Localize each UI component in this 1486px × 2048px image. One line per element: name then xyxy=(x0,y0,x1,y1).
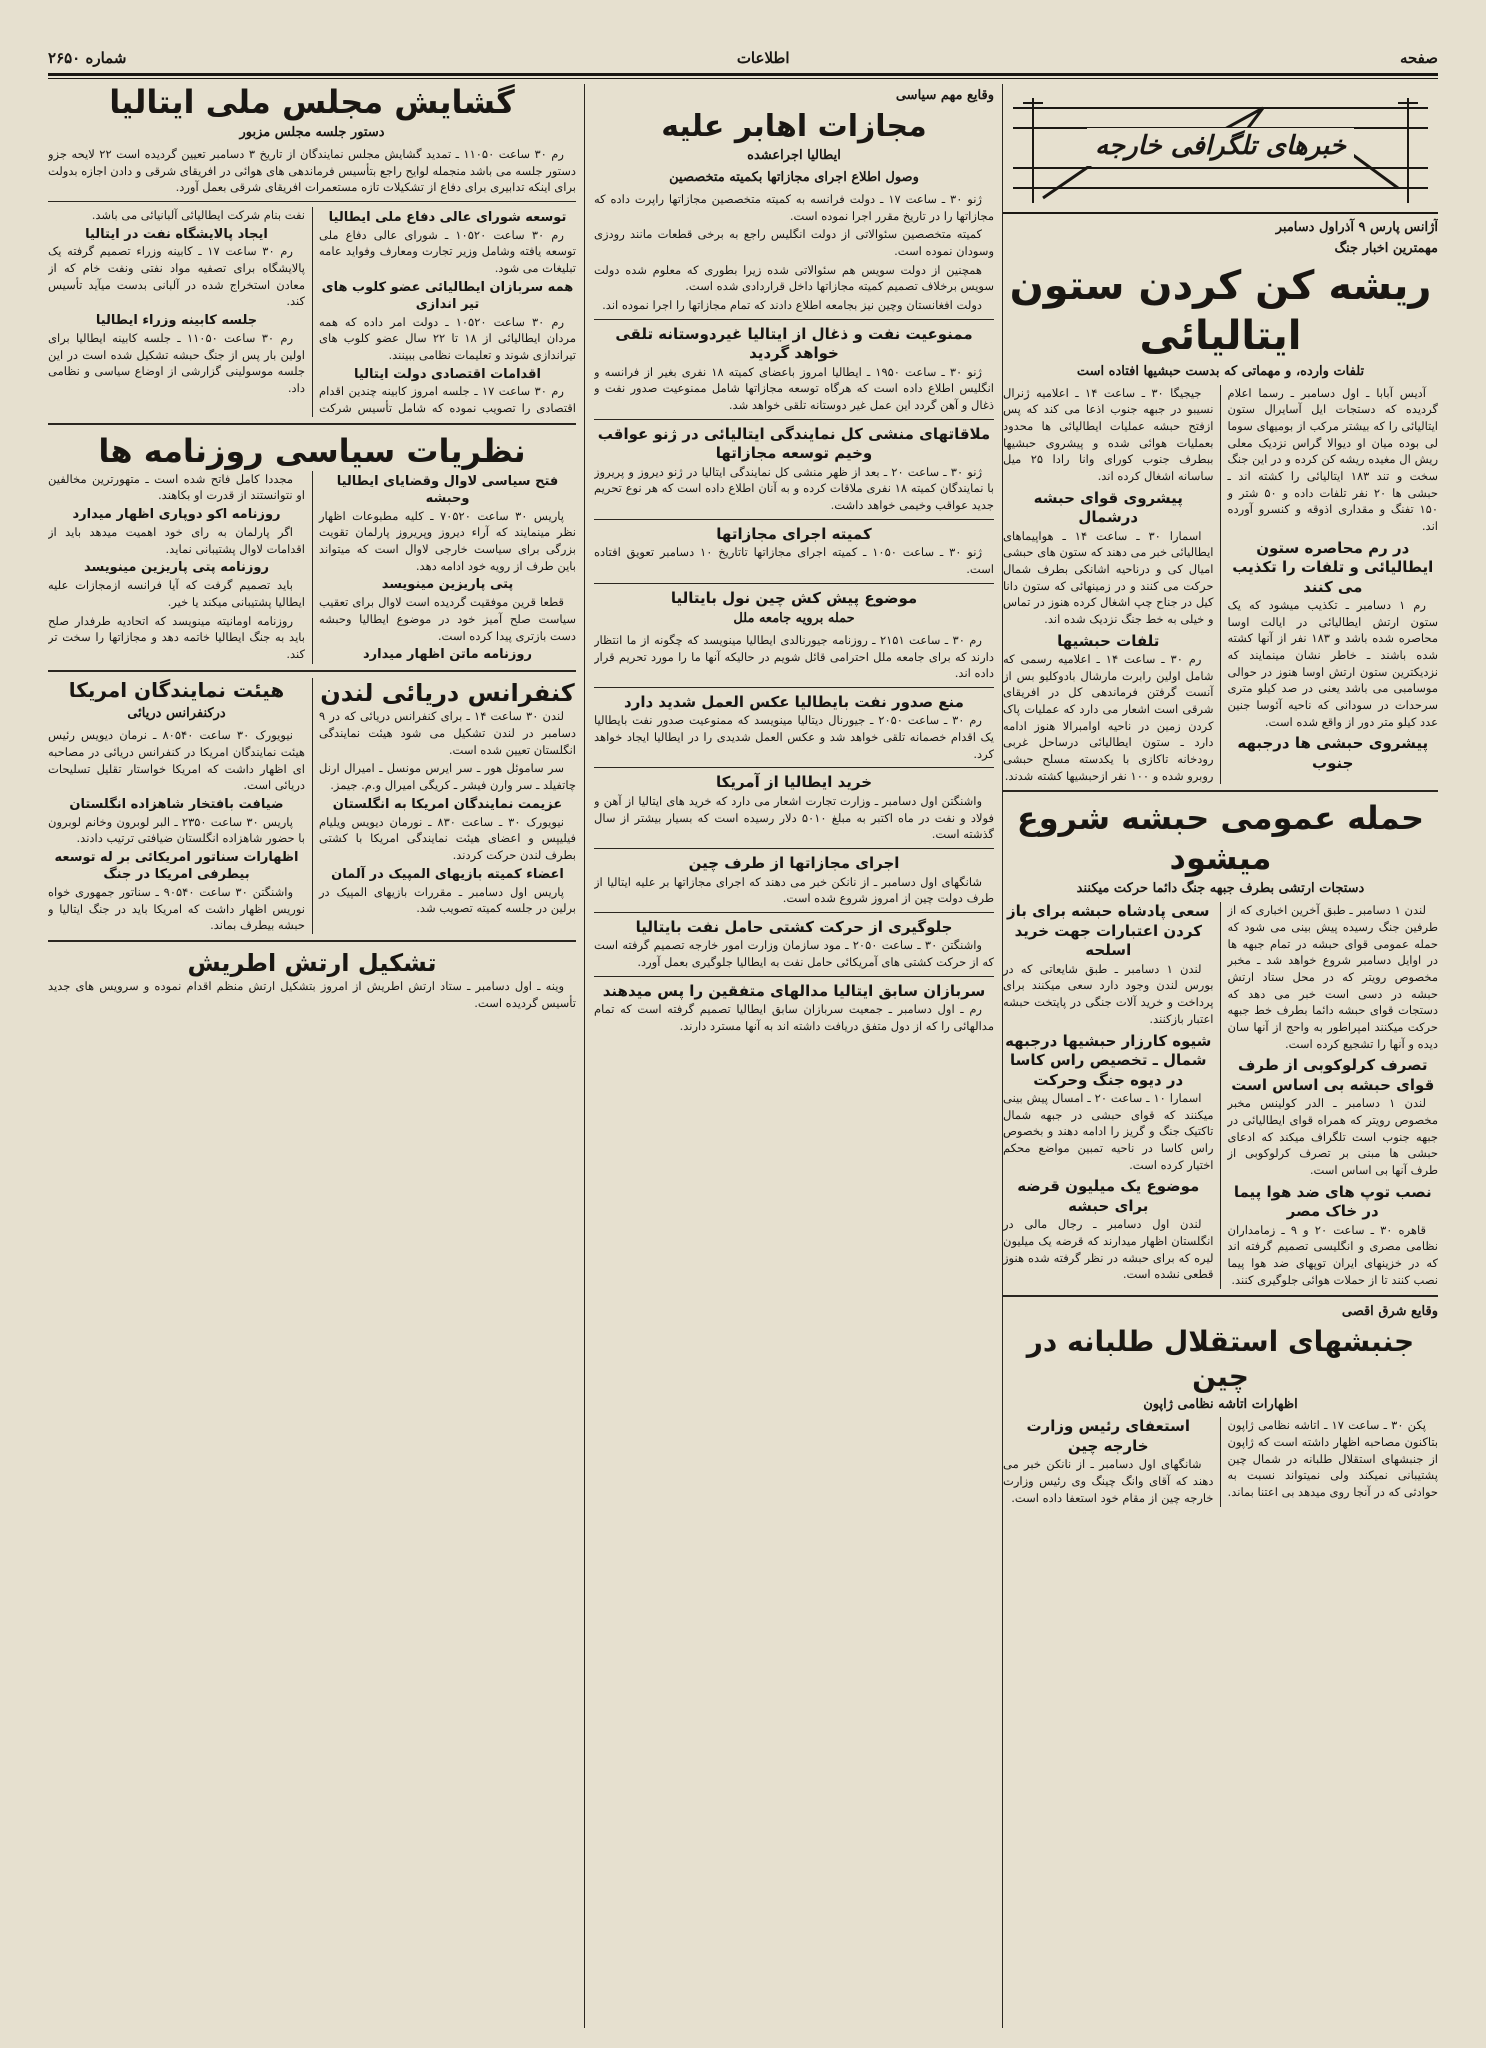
antiaircraft-text: قاهره ۳۰ ـ ساعت ۲۰ و ۹ ـ زمامداران نظامی مصری و انگلیسی تصمیم گرفته اند که در خزینهای ایران توپهای ضد هوا پیما نصب کنند تا از حملات هوائی جلوگیری کنند. xyxy=(1227,1222,1438,1287)
divider xyxy=(594,848,994,849)
committee-headline: کمیته اجرای مجازاتها xyxy=(716,524,872,543)
oil-reaction-text: رم ۳۰ ـ ساعت ۲۰۵۰ ـ جیورنال دیتالیا مینویسد که ممنوعیت صدور نفت بایطالیا یک اقدام خصمانه تلقی خواهد شد و عکس العمل شدیدی را در ایطالیا ایجاد خواهد کرد. xyxy=(594,713,994,761)
olympics-headline: اعضاء کمیته بازیهای المپیک در آلمان xyxy=(331,866,564,882)
sanctions-text-2: کمیته متخصصین سئوالاتی از دولت انگلیس راجع به برخی قطعات مانند رودزی وسودان نموده است. xyxy=(594,227,994,259)
refinery-headline: ایجاد پالایشگاه نفت در ایتالیا xyxy=(85,226,268,242)
divider xyxy=(594,319,994,320)
meetings-headline: ملاقاتهای منشی کل نمایندگی ایتالیائی در ژنو عواقب وخیم توسعه مجازاتها xyxy=(597,424,991,463)
foreign-telegrams-logo xyxy=(1003,82,1438,214)
economy-text: رم ۳۰ ساعت ۱۷ ـ جلسه امروز کابینه چندین اقدام اقتصادی را تصویب نموده که شامل تأسیس شرکت نفت بنام شرکت ایطالیائی آلبانیائی می باشد. xyxy=(91,207,576,416)
lead-paragraph: آدیس آبابا ـ اول دسامبر ـ رسما اعلام گردیده که دستجات ایل آسایرال ستون ایتالیائی را که بیشتر مرکب از بومیهای سوما لی بوده میان او دیوالا گراس نزدیک معلی ریش ال مغیده ریشه کن کرده و در این جنگ سخت و تند ۱۸۳ ایتالیائی را کشته اند ـ حبشی ها ۲۰ نفر تلفات داده و ۵۰ شتر و ۱۵۰ تفنگ و مقداری اذوقه و کنسرو آورده اند. xyxy=(1227,385,1438,533)
south-front-headline: پیشروی حبشی ها درجبهه جنوب xyxy=(1237,734,1429,772)
laval-text: پاریس ۳۰ ساعت ۷۰۵۲۰ ـ کلیه مطبوعات اظهار نظر مینمایند که آراء دیروز وپریروز پارلمان تقویت بزرگی برای سیاست خارجی لاوال است که میتواند باین طرف از رویه خود ادامه دهد. xyxy=(319,508,576,573)
echo-de-paris-headline: روزنامه اکو دوپاری اظهار میدارد xyxy=(72,507,281,523)
header-paper-name: اطلاعات xyxy=(736,49,790,67)
china-text: پکن ۳۰ ـ ساعت ۱۷ ـ اتاشه نظامی ژاپون بتاکنون مصاحبه اظهار داشته است که ژاپون از جنبشهای استقلال طلبانه در شمال چین پشتیبانی نمیکند ولی نمیتواند نسبت به حوادثی که در آنجا روی میدهد بی اعتنا بماند. xyxy=(1227,1418,1438,1500)
antiaircraft-headline: نصب توپ های ضد هوا پیما در خاک مصر xyxy=(1233,1182,1432,1221)
lead-headline: ریشه کن کردن ستون ایتالیائی xyxy=(1009,262,1432,359)
veterans-text: رم ـ اول دسامبر ـ جمعیت سربازان سابق ایطالیا تصمیم گرفته است که تمام مدالهائی را که از دول متفق دریافت داشته اند به آنها مسترد دارند. xyxy=(594,1002,994,1033)
far-east-kicker: وقایع شرق اقصی xyxy=(1341,1303,1438,1319)
banquet-headline: ضیافت بافتخار شاهزاده انگلستان xyxy=(69,796,284,812)
north-advance-text: اسمارا ۳۰ ـ ساعت ۱۴ ـ هواپیماهای ایطالیائی خبر می دهند که ستون های حبشی امیال کی و درناحیه اشانکی بطرف شمال حرکت می کنند و در زمینهائی که ستون دانا کیل در جناح چپ اشغال کرده هنوز در تماس و خیلی به خط جنگ نزدیک شده اند. xyxy=(1003,528,1214,626)
column-rule xyxy=(584,84,585,2028)
resignation-text: شانگهای اول دسامبر ـ از نانکن خبر می دهند که آقای وانگ چینگ وی رئیس وزارت خارجه چین از مقام خود استعفا داده است. xyxy=(1003,1457,1214,1505)
siege-denial-headline: در رم محاصره ستون ایطالیائی و تلفات را تکذیب می کنند xyxy=(1232,538,1434,596)
matin-headline: روزنامه ماتن اظهار میدارد xyxy=(363,647,532,663)
us-delegation-subhead: درکنفرانس دریائی xyxy=(127,706,226,722)
olympics-text: پاریس اول دسامبر ـ مقررات بازیهای المپیک در برلین در جلسه کمیته تصویب شد. xyxy=(319,884,576,916)
header-page-label: صفحه xyxy=(1399,49,1438,67)
economy-headline: اقدامات اقتصادی دولت ایتالیا xyxy=(353,366,542,382)
siege-denial-text: رم ۱ دسامبر ـ تکذیب میشود که یک ستون ارتش ایطالیائی در ایالت اوسا محاصره شده باشد و ۱۸۳ نفر از آنها کشته شده باشند ـ خاطر نشان مینمایند که نزدیکترین ستون ارتش اوسا هنوز در حوالی موسامبی می باشد یعنی در صد کیلو متری سرحدات در سودانی که ناحیه آئوسا جنین عدد کیلو متر دور از واقع شده است. xyxy=(1227,598,1438,729)
divider xyxy=(594,519,994,520)
naval-conference-text: لندن ۳۰ ساعت ۱۴ ـ برای کنفرانس دریائی که در ۹ دسامبر در لندن تشکیل می شود هیئت نمایندگی انگلستان تعیین شده است. xyxy=(319,709,576,757)
parliament-subhead: دستور جلسه مجلس مزبور xyxy=(239,125,385,140)
north-tactics-headline: شیوه کارزار حبشیها درجبهه شمال ـ تخصیص راس کاسا در دیوه جنگ وحرکت xyxy=(1005,1031,1212,1089)
senator-headline: اظهارات سناتور امریکائی بر له توسعه بیطرفی امریکا در جنگ xyxy=(54,850,299,882)
sanctions-subhead-1: ایطالیا اجراعشده xyxy=(747,148,841,164)
naval-conference-headline: کنفرانس دریائی لندن xyxy=(320,679,575,708)
petit-parisien-2-text: باید تصمیم گرفت که آیا فرانسه ازمجازات علیه ایطالیا پشتیبانی میکند یا خیر. xyxy=(48,578,305,609)
divider xyxy=(594,583,994,584)
sanctions-subhead-2: وصول اطلاع اجرای مجازاتها بکمیته متخصصین xyxy=(669,170,919,186)
cabinet-text: رم ۳۰ ساعت ۱۱۰۵۰ ـ جلسه کابینه ایطالیا برای اولین بار پس از جنگ حبشه تشکیل شده است در این جلسه موسولینی گزارشی از اوضاع سیاسی و نظامی داد. xyxy=(48,331,305,396)
shooting-clubs-headline: همه سربازان ایطالیائی عضو کلوب های تیر اندازی xyxy=(321,279,574,312)
austria-army-text: وینه ـ اول دسامبر ـ ستاد ارتش اطریش از امروز بتشکیل ارتش منظم اقدام نموده و سرویس های جدید تأسیس گردیده است. xyxy=(48,978,576,1010)
section-rule xyxy=(1003,790,1438,792)
matin-text: مجددا کامل فاتح شده است ـ متهورترین مخالفین او نتوانستند از قدرت او بکاهند. xyxy=(48,471,305,503)
column-middle xyxy=(594,82,994,2028)
petit-parisien-headline: پتی پاریزین مینویسد xyxy=(381,577,514,593)
sanctions-text-3: همچنین از دولت سویس هم سئوالاتی شده زیرا بطوری که معلوم شده دولت سویس برخلاف تصمیم کمیته مجازاتها داخل قراردادی شده است. xyxy=(594,262,994,294)
us-purchases-text: واشنگتن اول دسامبر ـ وزارت تجارت اشعار می دارد که خرید های ایتالیا از آهن و فولاد و نفت در ماه اکتبر به مبلغ ۵۰۱۰ دلار رسیده است که بسیار بیشتر از سال گذشته است. xyxy=(594,793,994,842)
column-left xyxy=(48,82,576,2028)
logo-title: خبرهای تلگرافی خارجه xyxy=(1087,128,1354,166)
loan-text: لندن اول دسامبر ـ رجال مالی در انگلستان اظهار میدارند که قرضه یک میلیون لیره که برای حبشه در نظر گرفته شده هنوز قطعی نشده است. xyxy=(1003,1217,1214,1282)
meetings-text: ژنو ۳۰ ـ ساعت ۲۰ ـ بعد از ظهر منشی کل نمایندگی ایتالیا در ژنو دیروز و پریروز با نمایندگان کمیته ۱۸ نفری ملاقات کرده و به آنان اطلاع داده است که هر نوع تحریم جدید عواقب وخیمی خواهد داشت. xyxy=(594,464,994,513)
lead-story-body xyxy=(1003,385,1438,785)
us-departure-headline: عزیمت نمایندگان امریکا به انگلستان xyxy=(332,796,563,812)
petit-parisien-2-headline: روزنامه پتی پاریزین مینویسد xyxy=(84,560,269,576)
resignation-headline: استعفای رئیس وزارت خارجه چین xyxy=(1026,1417,1190,1455)
divider xyxy=(48,201,576,202)
press-opinions-body xyxy=(48,471,576,665)
political-kicker: وقایع مهم سیاسی xyxy=(895,88,994,103)
laval-headline: فتح سیاسی لاوال وقضایای ایطالیا وحبشه xyxy=(336,473,559,506)
oil-ban-text: ژنو ۳۰ ـ ساعت ۱۹۵۰ ـ ایطالیا امروز باعضای کمیته ۱۸ نفری بغیر از فرانسه و انگلیس اطلاع داده است که هرگاه توسعه مجازاتها شامل ممنوعیت صدور نفت و ذغال و آهن گردد این عمل غیر دوستانه تلقی خواهد شد. xyxy=(594,364,994,413)
divider xyxy=(594,912,994,913)
china-headline: جنبشهای استقلال طلبانه در چین xyxy=(1026,1324,1415,1393)
divider2 xyxy=(48,670,576,672)
austria-army-headline: تشکیل ارتش اطریش xyxy=(187,948,437,977)
casualties-headline: تلفات حبشیها xyxy=(1057,631,1160,650)
north-tactics-text: اسمارا ۱۰ ـ ساعت ۲۰ ـ امسال پیش بینی میکنند که قوای حبشی در جبهه شمال تاکتیک جنگ و گریز را ادامه دهند و بخصوص راس کاسا در ناحیه تمبین مواضع محکم اختیار کرده است. xyxy=(1003,1091,1214,1172)
banquet-text: پاریس ۳۰ ساعت ۲۳۵۰ ـ البر لوبرون وخانم لوبرون با حضور شاهزاده انگلستان ضیافتی ترتیب دادند. xyxy=(48,814,305,846)
north-advance-headline: پیشروی قوای حبشه درشمال xyxy=(1033,488,1183,527)
china-sanctions-headline: اجرای مجازاتها از طرف چین xyxy=(688,854,900,872)
south-front-text: جیجیگا ۳۰ ـ ساعت ۱۴ ـ اعلامیه ژنرال نسیبو در جبهه جنوب اذعا می کند که پس ازفتح حبشه عملیات ایطالیائی ها محدود بعملیات هوائی شده و پیشروی حبشیها ببطرف جنوب کورای وانا رادا ۲۵ میل ساسانه اشغال کرده اند. xyxy=(1003,385,1214,483)
us-purchases-headline: خرید ایطالیا از آمریکا xyxy=(715,773,873,792)
naval-conference-body xyxy=(48,678,576,934)
divider xyxy=(594,687,994,688)
tanker-text: واشنگتن ۳۰ ـ ساعت ۲۰۵۰ ـ مود سازمان وزارت امور خارجه تصمیم گرفته است که از حرکت کشتی های آمریکائی حامل نفت به ایطالیا جلوگیری بعمل آورد. xyxy=(594,938,994,970)
section-rule-east xyxy=(1003,1295,1438,1297)
committee-text: ژنو ۳۰ ـ ساعت ۱۰۵۰ ـ کمیته اجرای مجازاتها تاتاریخ ۱۰ دسامبر تعویق افتاده است. xyxy=(594,545,994,576)
league-headline: موضوع پیش کش چین نول بایتالیا xyxy=(670,588,918,607)
page-header xyxy=(48,44,1438,72)
press-opinions-headline: نظریات سیاسی روزنامه ها xyxy=(98,431,526,470)
veterans-headline: سربازان سابق ایتالیا مدالهای متفقین را پس میدهند xyxy=(602,981,986,1000)
china-sanctions-text: شانگهای اول دسامبر ـ از نانکن خبر می دهند که اجرای مجازاتها بر علیه ایتالیا از طرف دولت چین از امروز شروع شده است. xyxy=(594,874,994,906)
header-rule xyxy=(48,73,1438,76)
offensive-story-body xyxy=(1003,902,1438,1288)
echo-de-paris-text: اگر پارلمان به رای خود اهمیت میدهد باید از اقدامات لاوال پشتیبانی نماید. xyxy=(48,525,305,556)
us-departure-text: نیویورک ۳۰ ـ ساعت ۸۳۰ ـ نورمان دیویس ویلیام فیلیپس و اعضای هیئت نمایندگی امریکا با کشتی بطرف لندن حرکت کردند. xyxy=(319,814,576,862)
header-issue-number: شماره ۲۶۵۰ xyxy=(48,49,127,67)
column-rule xyxy=(1002,84,1003,2028)
divider xyxy=(594,419,994,420)
humanite-text: روزنامه اومانیته مینویسد که اتحادیه طرفدار صلح باید به جنگ ایطالیا خاتمه دهد و مجازاتها را سخت تر کند. xyxy=(48,613,305,661)
parliament-text: رم ۳۰ ساعت ۱۱۰۵۰ ـ تمدید گشایش مجلس نمایندگان از تاریخ ۳ دسامبر تعیین گردیده است ۲۲ لایحه جزو دستور جلسه می باشد منجمله لوایح راجع بتأسیس فرماندهی های هوائی در افریقای شرقی و دادن اجازه بدولت برای اینکه تدابیری برای دفاع از تشکیلات تازه مستعمرات افریقای شرقی بعمل آورد. xyxy=(48,146,576,195)
sanctions-headline: مجازات اهابر علیه xyxy=(661,108,927,144)
league-text: رم ۳۰ ـ ساعت ۲۱۵۱ ـ روزنامه جیورنالدی ایطالیا مینویسد که چگونه از ما انتظار دارند که برای جامعه ملل احترامی قائل شویم در حالیکه آنها ما را مورد تحریم قرار داده اند. xyxy=(594,632,994,681)
agency-line: آژانس پارس ۹ آذراول دسامبر xyxy=(1275,220,1438,235)
korlokobi-text: لندن ۱ دسامبر ـ الدر کولینس مخبر مخصوص رویتر که همراه قوای ایطالیائی در جبهه جنوب است تلگراف میکند که ادعای حبشی ها مبنی بر تصرف کرلوکوبی از طرف آنها بی اساس است. xyxy=(1227,1096,1438,1178)
credit-text: لندن ۱ دسامبر ـ طبق شایعاتی که در بورس لندن وجود دارد سعی میکنند برای پرداخت و خرید آلات جنگی در پایتخت حبشه اعتبار بازکنند. xyxy=(1003,961,1214,1026)
offensive-subhead: دستجات ارتشی بطرف جبهه جنگ دائما حرکت میکنند xyxy=(1076,881,1365,897)
us-delegation-headline: هیئت نمایندگان امریکا xyxy=(68,678,285,703)
column-right xyxy=(1003,82,1438,2028)
divider xyxy=(594,976,994,977)
defense-council-text: رم ۳۰ ساعت ۱۰۵۲۰ ـ شورای عالی دفاع ملی توسعه یافته وشامل وزیر تجارت ومعارف وفواید عامه تبلیغات می شود. xyxy=(319,227,576,276)
league-subhead: حمله برویه جامعه ملل xyxy=(733,611,855,627)
tanker-headline: جلوگیری از حرکت کشتی حامل نفت بایتالیا xyxy=(635,917,953,936)
naval-delegates-text: سر ساموئل هور ـ سر ایرس مونسل ـ امیرال ارنل چاتفیلد ـ سر وارن فیشر ـ کریگی امیرال و.م. جیمز. xyxy=(319,761,576,793)
china-story-body xyxy=(1003,1417,1438,1506)
sanctions-text-4: دولت افغانستان وچین نیز بجامعه اطلاع دادند که تمام مجازاتها را اجرا نموده اند. xyxy=(602,298,982,313)
loan-headline: موضوع یک میلیون قرضه برای حبشه xyxy=(1017,1177,1200,1215)
korlokobi-headline: تصرف کرلوکوبی از طرف قوای حبشه بی اساس است xyxy=(1231,1056,1435,1094)
italy-briefs xyxy=(48,207,576,417)
credit-headline: سعی پادشاه حبشه برای باز کردن اعتبارات جهت خرید اسلحه xyxy=(1006,902,1210,960)
lead-subhead: تلفات وارده، و مهماتی که بدست حبشیها افتاده است xyxy=(1076,363,1365,379)
oil-reaction-headline: منع صدور نفت بایطالیا عکس العمل شدید دارد xyxy=(624,692,964,711)
shooting-clubs-text: رم ۳۰ ساعت ۱۰۵۲۰ ـ دولت امر داده که همه مردان ایطالیائی از ۱۸ تا ۲۲ سال عضو کلوب های تیراندازی شوند و تعلیمات نظامی ببینند. xyxy=(319,314,576,362)
divider2 xyxy=(48,940,576,942)
china-subhead: اظهارات اتاشه نظامی ژاپون xyxy=(1143,1396,1298,1412)
oil-ban-headline: ممنوعیت نفت و ذغال از ایتالیا غیردوستانه تلقی خواهد گردید xyxy=(615,324,973,363)
sanctions-text-1: ژنو ۳۰ ـ ساعت ۱۷ ـ دولت فرانسه به کمیته متخصصین مجازاتها راپرت داده که مجازاتها را در تاریخ مقرر اجرا نموده است. xyxy=(594,192,994,223)
parliament-headline: گشایش مجلس ملی ایتالیا xyxy=(109,83,515,121)
offensive-text: لندن ۱ دسامبر ـ طبق آخرین اخباری که از طرفین جنگ رسیده پیش بینی می شود که حمله عمومی قوای حبشه در تمام جبهه ها در اوایل دسامبر شروع خواهد شد ـ مخبر مخصوص رویتر که در محل ستاد ارتش حبشه در دسی است خبر می دهد که دستجات قوای حبشه دائما بطرف خط جبهه حرکت میکنند امپراطور به واحج از آنها سان دیده و آنها را تشجیع کرده است. xyxy=(1227,903,1438,1051)
header-rule-thin xyxy=(48,78,1438,79)
divider xyxy=(594,767,994,768)
petit-parisien-text: قطعا قرین موفقیت گردیده است لاوال برای تعقیب سیاست صلح آمیز خود در موضوع ایطالیا وحبشه دست بازتری پیدا کرده است. xyxy=(319,595,576,643)
cabinet-headline: جلسه کابینه وزراء ایطالیا xyxy=(95,313,258,329)
divider2 xyxy=(48,423,576,425)
defense-council-headline: توسعه شورای عالی دفاع ملی ایطالیا xyxy=(328,209,567,225)
us-delegation-text: نیویورک ۳۰ ساعت ۸۰۵۴۰ ـ نرمان دیویس رئیس هیئت نمایندگان امریکا در کنفرانس دریائی در مصاحبه ای اظهار داشت که امریکا خواستار تقلیل تسلیحات دریائی است. xyxy=(48,728,305,793)
refinery-text: رم ۳۰ ساعت ۱۷ ـ کابینه وزراء تصمیم گرفته یک پالایشگاه برای تصفیه مواد نفتی ونفت خام که از معادن استخراج شده در آلبانی بدست میآید تأسیس کند. xyxy=(48,244,305,309)
war-news-kicker: مهمترین اخبار جنگ xyxy=(1334,240,1438,256)
offensive-headline: حمله عمومی حبشه شروع میشود xyxy=(1016,799,1425,878)
senator-text: واشنگتن ۳۰ ساعت ۹۰۵۴۰ ـ سناتور جمهوری خواه نوریس اظهار داشت که امریکا باید در جنگ ایتالیا و حبشه بیطرف بماند. xyxy=(48,884,305,933)
casualties-text: رم ۳۰ ـ ساعت ۱۴ ـ اعلامیه رسمی که شامل اولین رابرت مارشال بادوکلیو بس از آنست گرفتن فرماندهی کل در افریقای شرقی است اشعار می دارد که عملیات پاک کردن زمین در ناحیه اوامبرالا هنوز ادامه دارد ـ ستون ایطالیائی درساحل غربی رودخانه تاکازی با یکدسته مسلح حبشی روبرو شده و ۱۰۰ نفر ازحبشیها کشته شدند. xyxy=(1003,652,1214,783)
